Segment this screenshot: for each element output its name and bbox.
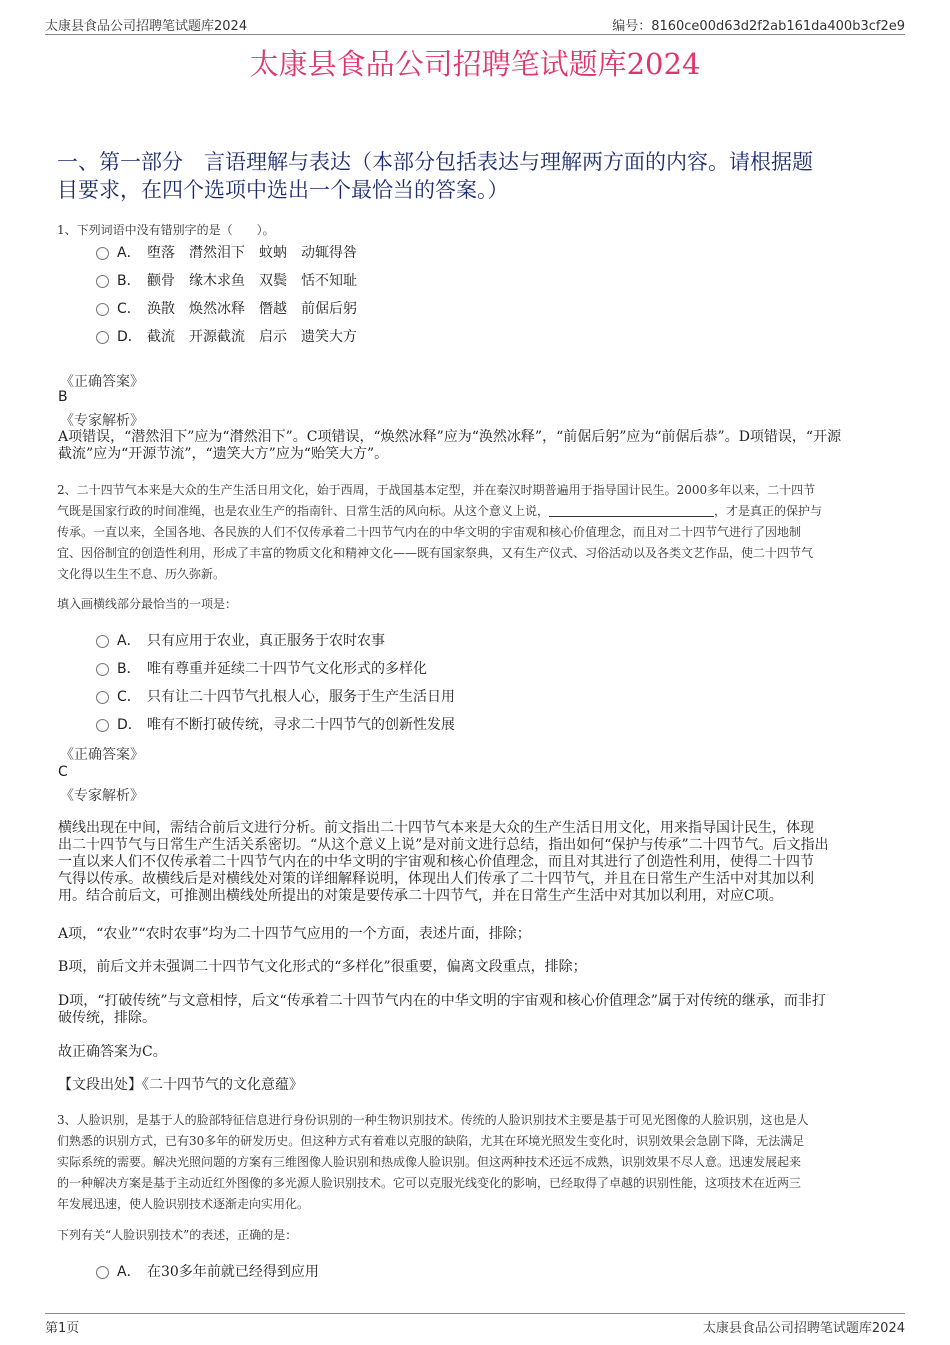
passage-text: 气既是国家行政的时间准绳，也是农业生产的指南针、日常生活的风向标。从这个意义上说， xyxy=(57,504,550,518)
passage-text: ，才是真正的保护与 xyxy=(714,504,823,518)
option-text: 唯有尊重并延续二十四节气文化形式的多样化 xyxy=(147,661,427,677)
q3-passage xyxy=(57,1110,897,1215)
option-text: 唯有不断打破传统，寻求二十四节气的创新性发展 xyxy=(147,717,455,733)
option-word: 恬不知耻 xyxy=(301,273,357,289)
analysis-line: D项，“打破传统”与文意相悖，后文“传承着二十四节气内在的中华文明的宇宙观和核心价值理念”属于对传统的继承，而非打 xyxy=(58,993,826,1009)
option-word: 开源截流 xyxy=(189,329,245,345)
q2-analysis xyxy=(58,820,888,905)
analysis-line: 气得以传承。故横线后是对横线处对策的详细解释说明，体现出人们传承了二十四节气，并且在日常生产生活中对其加以利 xyxy=(58,871,814,887)
radio-icon[interactable] xyxy=(96,247,109,260)
q2-analysis-d xyxy=(58,993,888,1027)
q1-analysis-label: 《专家解析》 xyxy=(60,413,144,429)
analysis-line: 用。结合前后文，可推测出横线处所提出的对策是要传承二十四节气，并在日常生产生活中对其加以利用，对应C项。 xyxy=(58,888,783,904)
q2-analysis-a: A项，“农业”“农时农事”均为二十四节气应用的一个方面，表述片面，排除； xyxy=(58,926,531,942)
analysis-line: 截流”应为“开源节流”，“遗笑大方”应为“贻笑大方”。 xyxy=(58,446,389,462)
option-word: 动辄得咎 xyxy=(301,245,357,261)
q1-option-d[interactable] xyxy=(96,327,371,347)
option-word: 截流 xyxy=(147,329,175,345)
section-title-line2: 目要求，在四个选项中选出一个最恰当的答案。） xyxy=(57,178,509,202)
q2-analysis-label: 《专家解析》 xyxy=(60,788,144,804)
q3-option-a[interactable] xyxy=(96,1262,319,1282)
passage-line: 2、二十四节气本来是大众的生产生活日用文化，始于西周，于战国基本定型，并在秦汉时期普遍用于指导国计民生。2000多年以来，二十四节 xyxy=(57,483,816,497)
option-word: 前倨后躬 xyxy=(301,301,357,317)
passage-line: 宜、因俗制宜的创造性利用，形成了丰富的物质文化和精神文化——既有国家祭典，又有生产仪式、习俗活动以及各类文艺作品，使二十四节气 xyxy=(57,546,814,560)
passage-line: 们熟悉的识别方式，已有30多年的研发历史。但这种方式有着难以克服的缺陷，尤其在环境光照发生变化时，识别效果会急剧下降，无法满足 xyxy=(57,1134,805,1148)
passage-line: 传承。一直以来，全国各地、各民族的人们不仅传承着二十四节气内在的中华文明的宇宙观和核心价值理念，而且对二十四节气进行了因地制 xyxy=(57,525,802,539)
option-word: 潸然泪下 xyxy=(189,245,245,261)
radio-icon[interactable] xyxy=(96,275,109,288)
option-word: 双鬓 xyxy=(259,273,287,289)
passage-line: 3、人脸识别，是基于人的脸部特征信息进行身份识别的一种生物识别技术。传统的人脸识别技术主要是基于可见光图像的人脸识别，这也是人 xyxy=(57,1113,809,1127)
analysis-line: A项错误，“潜然泪下”应为“潸然泪下”。C项错误，“焕然冰释”应为“涣然冰释”，“前倨后躬”应为“前倨后恭”。D项错误，“开源 xyxy=(58,429,842,445)
option-letter: D． xyxy=(117,717,142,733)
radio-icon[interactable] xyxy=(96,663,109,676)
q2-answer: C xyxy=(58,764,68,780)
radio-icon[interactable] xyxy=(96,331,109,344)
header-serial: 编号：8160ce00d63d2f2ab161da400b3cf2e9 xyxy=(612,19,905,34)
analysis-line: 破传统，排除。 xyxy=(58,1010,156,1026)
q2-option-a[interactable] xyxy=(96,631,385,651)
option-letter: D． xyxy=(117,329,142,345)
analysis-line: 出二十四节气与日常生产生活关系密切。“从这个意义上说”是对前文进行总结，指出如何“保护与传承”二十四节气。后文指出 xyxy=(58,837,829,853)
option-word: 蚊蚋 xyxy=(259,245,287,261)
q1-option-c[interactable] xyxy=(96,299,371,319)
option-word: 颧骨 xyxy=(147,273,175,289)
section-title-line1: 一、第一部分 言语理解与表达（本部分包括表达与理解两方面的内容。请根据题 xyxy=(57,150,813,174)
q2-answer-label: 《正确答案》 xyxy=(60,747,144,763)
analysis-line: 横线出现在中间，需结合前后文进行分析。前文指出二十四节气本来是大众的生产生活日用文化，用来指导国计民生，体现 xyxy=(58,820,814,836)
q1-answer: B xyxy=(58,389,68,405)
option-word: 缘木求鱼 xyxy=(189,273,245,289)
fill-blank-line xyxy=(549,504,714,517)
option-word: 堕落 xyxy=(147,245,175,261)
q2-option-c[interactable] xyxy=(96,687,455,707)
option-text: 在30多年前就已经得到应用 xyxy=(147,1264,319,1280)
option-letter: C． xyxy=(117,301,141,317)
q2-option-b[interactable] xyxy=(96,659,427,679)
q1-option-b[interactable] xyxy=(96,271,371,291)
option-word: 遗笑大方 xyxy=(301,329,357,345)
option-word: 启示 xyxy=(259,329,287,345)
option-letter: B． xyxy=(117,273,141,289)
q2-passage xyxy=(57,480,897,585)
option-letter: C． xyxy=(117,689,141,705)
option-word: 僭越 xyxy=(259,301,287,317)
radio-icon[interactable] xyxy=(96,303,109,316)
analysis-line: 一直以来人们不仅传承着二十四节气内在的中华文明的宇宙观和核心价值理念，而且对其进行了创造性利用，使得二十四节 xyxy=(58,854,814,870)
option-text: 只有应用于农业，真正服务于农时农事 xyxy=(147,633,385,649)
q2-option-d[interactable] xyxy=(96,715,455,735)
header-title: 太康县食品公司招聘笔试题库2024 xyxy=(45,19,248,34)
option-letter: A． xyxy=(117,633,141,649)
page-footer xyxy=(45,1313,905,1336)
radio-icon[interactable] xyxy=(96,691,109,704)
passage-line: 的一种解决方案是基于主动近红外图像的多光源人脸识别技术。它可以克服光线变化的影响，已经取得了卓越的识别性能，这项技术在近两三 xyxy=(57,1176,802,1190)
footer-title: 太康县食品公司招聘笔试题库2024 xyxy=(702,1321,905,1336)
option-letter: A． xyxy=(117,1264,141,1280)
q2-stem: 填入画横线部分最恰当的一项是： xyxy=(57,597,238,611)
q2-conclusion: 故正确答案为C。 xyxy=(58,1044,167,1060)
q1-analysis xyxy=(58,429,888,463)
passage-line xyxy=(57,501,897,522)
option-text: 只有让二十四节气扎根人心，服务于生产生活日用 xyxy=(147,689,455,705)
option-letter: B． xyxy=(117,661,141,677)
q1-answer-label: 《正确答案》 xyxy=(60,374,144,390)
document-title: 太康县食品公司招聘笔试题库2024 xyxy=(249,47,701,81)
q3-stem: 下列有关“人脸识别技术”的表述，正确的是： xyxy=(57,1228,298,1242)
page-number: 第1页 xyxy=(45,1321,80,1336)
q2-analysis-b: B项，前后文并未强调二十四节气文化形式的“多样化”很重要，偏离文段重点，排除； xyxy=(58,959,587,975)
radio-icon[interactable] xyxy=(96,719,109,732)
option-word: 焕然冰释 xyxy=(189,301,245,317)
page-header xyxy=(45,14,905,35)
q1-stem: 1、下列词语中没有错别字的是（ ）。 xyxy=(57,223,275,237)
q2-source: 【文段出处】《二十四节气的文化意蕴》 xyxy=(58,1077,303,1093)
section-title xyxy=(57,148,897,204)
radio-icon[interactable] xyxy=(96,635,109,648)
passage-line: 年发展迅速，使人脸识别技术逐渐走向实用化。 xyxy=(57,1197,310,1211)
passage-line: 文化得以生生不息、历久弥新。 xyxy=(57,567,226,581)
option-word: 涣散 xyxy=(147,301,175,317)
option-letter: A． xyxy=(117,245,141,261)
radio-icon[interactable] xyxy=(96,1266,109,1279)
q1-option-a[interactable] xyxy=(96,243,371,263)
passage-line: 实际系统的需要。解决光照问题的方案有三维图像人脸识别和热成像人脸识别。但这两种技术还远不成熟，识别效果不尽人意。迅速发展起来 xyxy=(57,1155,802,1169)
